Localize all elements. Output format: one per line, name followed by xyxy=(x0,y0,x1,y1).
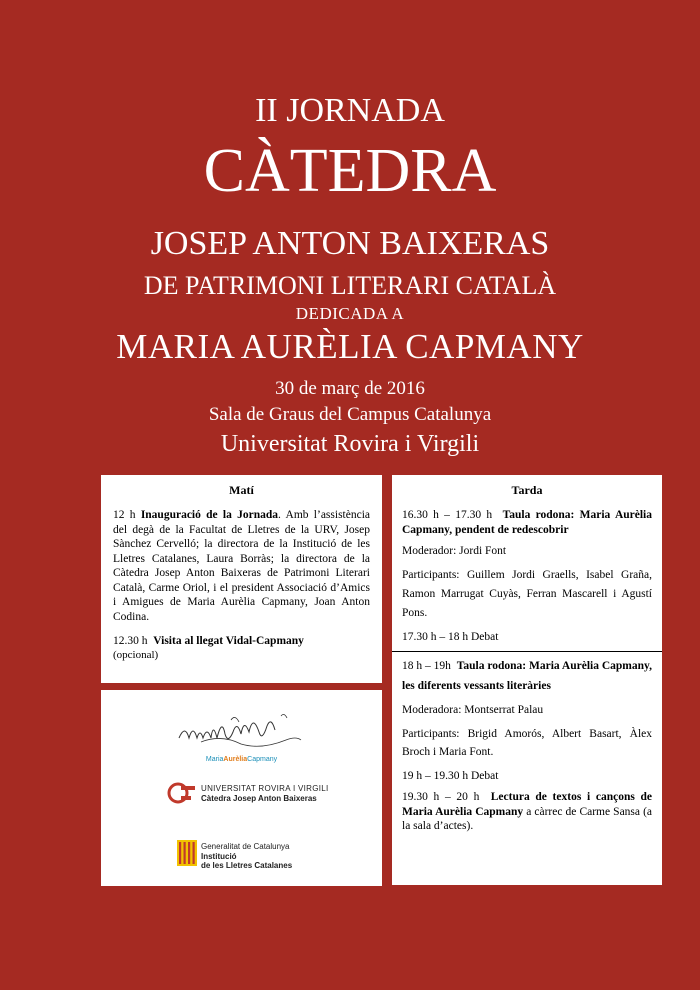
signature-caption: MariaAurèliaCapmany xyxy=(205,756,278,763)
event-university: Universitat Rovira i Virgili xyxy=(220,431,480,457)
session-moderator: Moderadora: Montserrat Palau xyxy=(402,704,544,716)
item-title: Visita al llegat Vidal-Capmany xyxy=(153,635,304,647)
item-time: 12 h xyxy=(113,509,136,521)
afternoon-session-1 xyxy=(402,508,652,537)
item-time: 19.30 h – 20 h xyxy=(402,791,480,803)
event-title: CÀTEDRA xyxy=(203,137,497,205)
session-participants: Participants: Guillem Jordi Graells, Isabel Graña, Ramon Marrugat Cuyàs, Ferran Mascarell i Agustí Pons. xyxy=(402,568,652,619)
signature-logo xyxy=(171,708,311,756)
session-moderator: Moderador: Jordi Font xyxy=(402,545,507,557)
sponsors-panel xyxy=(101,690,382,886)
item-time: 18 h – 19h xyxy=(402,660,451,672)
divider xyxy=(392,651,662,652)
afternoon-program-panel xyxy=(392,475,662,885)
afternoon-session-2 xyxy=(402,656,652,696)
generalitat-logo-text: Generalitat de Catalunya Institució de les Lletres Catalanes xyxy=(201,842,293,870)
chair-subtitle: DE PATRIMONI LITERARI CATALÀ xyxy=(143,271,557,300)
item-time: 12.30 h xyxy=(113,635,148,647)
honoree-name: MARIA AURÈLIA CAPMANY xyxy=(116,327,584,366)
chair-name: JOSEP ANTON BAIXERAS xyxy=(150,225,550,262)
session-participants: Participants: Brigid Amorós, Albert Basart, Àlex Broch i Maria Font. xyxy=(402,727,652,758)
urv-logo-text: UNIVERSITAT ROVIRA I VIRGILI Càtedra Josep Anton Baixeras xyxy=(201,784,329,803)
item-title: Inauguració de la Jornada xyxy=(140,509,279,521)
afternoon-debate-2: 19 h – 19.30 h Debat xyxy=(402,769,499,782)
morning-program-panel xyxy=(101,475,382,683)
event-edition: II JORNADA xyxy=(255,92,445,129)
urv-logo-icon xyxy=(167,782,197,804)
event-date: 30 de març de 2016 xyxy=(275,378,425,399)
item-title: Lectura de textos i cançons de Maria Aurèlia Capmany xyxy=(402,791,653,818)
item-title: Taula rodona: Maria Aurèlia Capmany, pendent de redescobrir xyxy=(402,509,652,536)
generalitat-logo-icon xyxy=(177,840,197,866)
item-title: Taula rodona: Maria Aurèlia Capmany, les diferents vessants literàries xyxy=(402,660,653,692)
morning-item-visit xyxy=(113,634,370,649)
event-venue: Sala de Graus del Campus Catalunya xyxy=(208,404,492,425)
afternoon-session-3 xyxy=(402,790,652,834)
item-description: . Amb l’assistència del degà de la Facultat de Lletres de la URV, Josep Sànchez Cervelló; la directora de la Institució de les Lletres Catalanes, Laura Borràs; la directora de la Càtedra Josep Anton Baixeras de Patrimoni Literari Català, Carme Oriol, i el president Associació d’Amics i Amigues de Maria Aurèlia Capmany, Joan Anton Codina. xyxy=(113,509,371,623)
morning-title: Matí xyxy=(229,483,254,497)
item-time: 16.30 h – 17.30 h xyxy=(402,509,493,521)
dedication-label: DEDICADA A xyxy=(295,304,405,323)
morning-item-inauguration xyxy=(113,508,370,624)
afternoon-debate-1: 17.30 h – 18 h Debat xyxy=(402,630,499,643)
afternoon-title: Tarda xyxy=(511,483,543,497)
item-description: a càrrec de Carme Sansa (a la sala d’actes). xyxy=(402,805,653,832)
item-note: (opcional) xyxy=(113,648,159,661)
